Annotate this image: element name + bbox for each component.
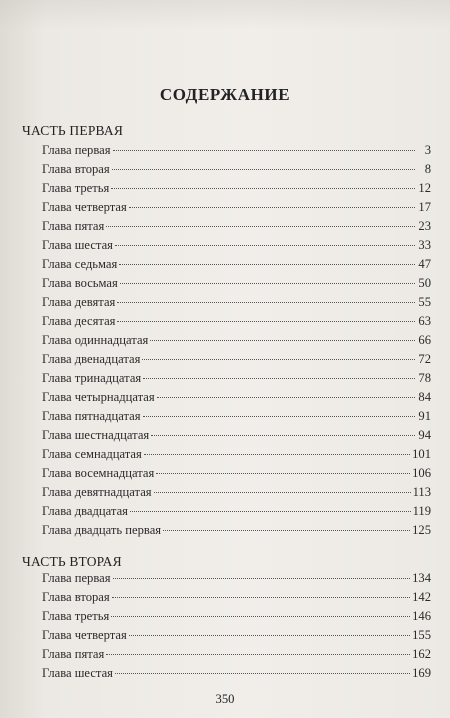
page-top-shadow bbox=[0, 0, 450, 30]
toc-entry bbox=[42, 179, 431, 198]
toc-entry-title: Глава одиннадцатая bbox=[42, 333, 149, 347]
toc-entry bbox=[42, 293, 431, 312]
toc-entry-page: 63 bbox=[418, 314, 431, 328]
dot-leader bbox=[120, 283, 415, 284]
toc-entry-title: Глава девятнадцатая bbox=[42, 485, 152, 499]
dot-leader bbox=[106, 654, 410, 655]
dot-leader bbox=[129, 635, 410, 636]
dot-leader bbox=[156, 473, 410, 474]
toc-entry bbox=[42, 274, 431, 293]
dot-leader bbox=[111, 616, 410, 617]
toc-entry-page: 101 bbox=[412, 447, 431, 461]
dot-leader bbox=[142, 359, 415, 360]
toc-entry bbox=[42, 445, 431, 464]
toc-entry-title: Глава пятая bbox=[42, 219, 105, 233]
toc-entry bbox=[42, 607, 431, 626]
toc-entry-title: Глава шестая bbox=[42, 238, 113, 252]
dot-leader bbox=[143, 416, 415, 417]
toc-entry bbox=[42, 502, 431, 521]
toc-entry-page: 17 bbox=[418, 200, 431, 214]
toc-entry-title: Глава четвертая bbox=[42, 628, 127, 642]
dot-leader bbox=[113, 150, 415, 151]
toc-entry bbox=[42, 388, 431, 407]
toc-entry-title: Глава шестнадцатая bbox=[42, 428, 150, 442]
toc-entry-title: Глава восемнадцатая bbox=[42, 466, 155, 480]
toc-entry-title: Глава десятая bbox=[42, 314, 116, 328]
dot-leader bbox=[157, 397, 415, 398]
toc-entry bbox=[42, 141, 431, 160]
toc-entry-title: Глава седьмая bbox=[42, 257, 118, 271]
toc-entry-page: 94 bbox=[418, 428, 431, 442]
dot-leader bbox=[112, 169, 415, 170]
dot-leader bbox=[150, 340, 415, 341]
toc-entry-page: 33 bbox=[418, 238, 431, 252]
dot-leader bbox=[117, 302, 415, 303]
dot-leader bbox=[144, 454, 410, 455]
toc-entry bbox=[42, 664, 431, 683]
dot-leader bbox=[163, 530, 410, 531]
dot-leader bbox=[112, 597, 410, 598]
toc-entry-page: 113 bbox=[412, 485, 431, 499]
dot-leader bbox=[119, 264, 415, 265]
toc-entry bbox=[42, 312, 431, 331]
dot-leader bbox=[117, 321, 415, 322]
toc-entry-title: Глава третья bbox=[42, 181, 110, 195]
dot-leader bbox=[115, 673, 410, 674]
toc-entry-title: Глава двенадцатая bbox=[42, 352, 141, 366]
toc-entry-page: 72 bbox=[418, 352, 431, 366]
toc-entry bbox=[42, 464, 431, 483]
toc-entry-title: Глава семнадцатая bbox=[42, 447, 142, 461]
dot-leader bbox=[113, 578, 411, 579]
toc-entry-title: Глава тринадцатая bbox=[42, 371, 142, 385]
toc-entry bbox=[42, 198, 431, 217]
toc-entry-page: 146 bbox=[412, 609, 431, 623]
toc-entry bbox=[42, 426, 431, 445]
toc-entry-title: Глава пятнадцатая bbox=[42, 409, 141, 423]
toc-entry-page: 47 bbox=[418, 257, 431, 271]
toc-entry bbox=[42, 160, 431, 179]
toc-entry bbox=[42, 331, 431, 350]
toc-entry-page: 119 bbox=[412, 504, 431, 518]
toc-entry bbox=[42, 255, 431, 274]
toc-entry bbox=[42, 521, 431, 540]
dot-leader bbox=[130, 511, 411, 512]
part-one-heading: ЧАСТЬ ПЕРВАЯ bbox=[22, 123, 124, 138]
dot-leader bbox=[154, 492, 411, 493]
toc-entry-page: 162 bbox=[412, 647, 431, 661]
toc-entry bbox=[42, 483, 431, 502]
toc-entry-title: Глава двадцать первая bbox=[42, 523, 162, 537]
part-one-toc bbox=[42, 141, 431, 540]
toc-entry-page: 8 bbox=[424, 162, 431, 176]
toc-entry-title: Глава двадцатая bbox=[42, 504, 128, 518]
toc-entry-page: 3 bbox=[424, 143, 431, 157]
page-title: СОДЕРЖАНИЕ bbox=[159, 85, 291, 104]
toc-entry-page: 169 bbox=[412, 666, 431, 680]
toc-entry-title: Глава девятая bbox=[42, 295, 116, 309]
toc-entry-title: Глава вторая bbox=[42, 162, 110, 176]
toc-entry-page: 50 bbox=[418, 276, 431, 290]
toc-entry bbox=[42, 626, 431, 645]
toc-entry-page: 23 bbox=[418, 219, 431, 233]
toc-entry-page: 78 bbox=[418, 371, 431, 385]
toc-entry bbox=[42, 407, 431, 426]
part-two-heading: ЧАСТЬ ВТОРАЯ bbox=[22, 554, 122, 569]
toc-entry-page: 142 bbox=[412, 590, 431, 604]
toc-entry-page: 125 bbox=[412, 523, 431, 537]
toc-entry-title: Глава шестая bbox=[42, 666, 113, 680]
toc-entry-title: Глава восьмая bbox=[42, 276, 118, 290]
toc-entry-title: Глава третья bbox=[42, 609, 110, 623]
part-two-toc bbox=[42, 569, 431, 683]
toc-entry-page: 106 bbox=[412, 466, 431, 480]
dot-leader bbox=[129, 207, 415, 208]
toc-entry-title: Глава первая bbox=[42, 143, 111, 157]
toc-entry bbox=[42, 369, 431, 388]
toc-entry-page: 12 bbox=[418, 181, 431, 195]
toc-entry bbox=[42, 588, 431, 607]
toc-entry-title: Глава четырнадцатая bbox=[42, 390, 155, 404]
dot-leader bbox=[151, 435, 415, 436]
toc-entry-title: Глава первая bbox=[42, 571, 111, 585]
toc-entry-page: 134 bbox=[412, 571, 431, 585]
toc-entry-page: 55 bbox=[418, 295, 431, 309]
toc-entry-page: 66 bbox=[418, 333, 431, 347]
toc-entry-page: 155 bbox=[412, 628, 431, 642]
toc-entry-page: 84 bbox=[418, 390, 431, 404]
toc-entry-page: 91 bbox=[418, 409, 431, 423]
dot-leader bbox=[111, 188, 415, 189]
toc-entry-title: Глава вторая bbox=[42, 590, 110, 604]
toc-entry-title: Глава четвертая bbox=[42, 200, 127, 214]
toc-entry bbox=[42, 569, 431, 588]
toc-entry bbox=[42, 217, 431, 236]
dot-leader bbox=[106, 226, 415, 227]
toc-entry-title: Глава пятая bbox=[42, 647, 105, 661]
toc-entry bbox=[42, 645, 431, 664]
page-number: 350 bbox=[215, 692, 235, 706]
dot-leader bbox=[143, 378, 415, 379]
dot-leader bbox=[115, 245, 415, 246]
toc-entry bbox=[42, 350, 431, 369]
toc-entry bbox=[42, 236, 431, 255]
